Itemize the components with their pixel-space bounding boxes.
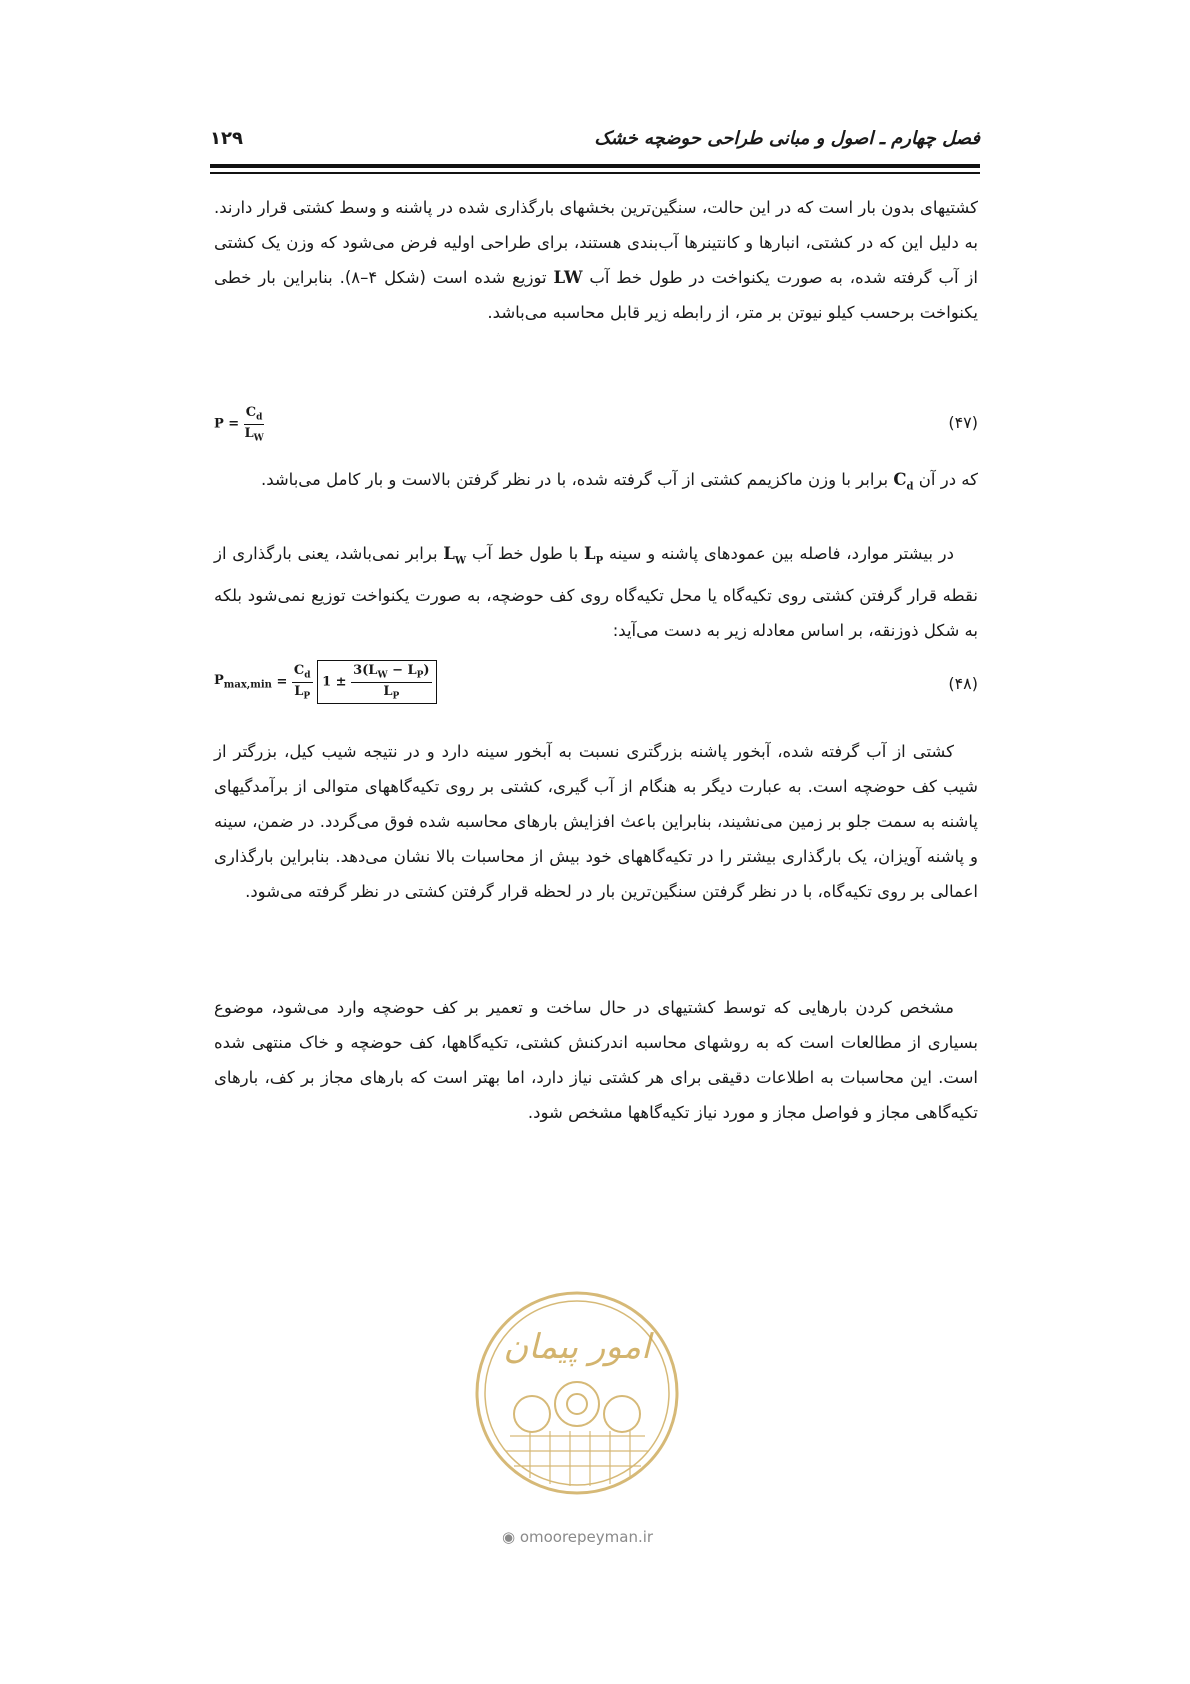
lw-sub: W (454, 555, 467, 567)
equation-48-number: (۴۸) (948, 674, 978, 693)
eq48-frac2-num-sub2: P (416, 670, 424, 681)
paragraph-2-part-2: برابر با وزن ماکزیمم کشتی از آب گرفته شده، با در نظر گرفتن بالاست و بار کامل می‌باشد. (260, 470, 889, 489)
paragraph-1-part-2: توزیع شده است (شکل ۴–۸). بنابراین بار خطی یکنواخت برحسب کیلو نیوتن بر متر، از رابطه زیر قابل محاسبه می‌باشد. (214, 268, 978, 322)
lp-symbol (583, 544, 604, 567)
header-rule-thin (210, 172, 980, 174)
watermark-logo (470, 1286, 685, 1501)
globe-icon: ◉ (501, 1528, 516, 1546)
paragraph-3-part-3: برابر نمی‌باشد، یعنی بارگذاری از نقطه قرار گرفتن کشتی روی تکیه‌گاه یا محل تکیه‌گاه روی کف حوضچه، به صورت یکنواخت توزیع نمی‌شود بلکه به شکل ذوزنقه، بر اساس معادله زیر به دست می‌آید: (214, 544, 978, 641)
paragraph-1 (214, 190, 978, 330)
eq47-denominator-sub: W (253, 433, 264, 444)
eq48-frac1-den-main: L (294, 683, 304, 699)
eq48-frac2-den-main: L (383, 683, 393, 699)
eq47-numerator-main: C (245, 405, 257, 420)
cd-main: C (893, 470, 907, 489)
eq47-numerator (244, 405, 265, 425)
paragraph-2 (214, 462, 978, 504)
eq48-frac2-num-sub1: W (377, 670, 388, 681)
lp-main: L (583, 544, 596, 563)
lw-symbol-2 (443, 544, 467, 567)
eq47-numerator-sub: d (256, 412, 263, 423)
page-number: ۱۲۹ (210, 128, 243, 149)
chapter-title: فصل چهارم ـ اصول و مبانی طراحی حوضچه خشک (594, 128, 980, 149)
equation-47 (214, 405, 978, 455)
eq48-fraction-1 (292, 663, 313, 701)
eq48-frac1-denominator (292, 683, 313, 702)
eq48-lhs (214, 673, 272, 691)
watermark-website-text: omoorepeyman.ir (519, 1528, 654, 1546)
equation-48 (214, 660, 978, 722)
equation-47-number: (۴۷) (948, 413, 978, 432)
eq48-frac2-num-b: − L (387, 663, 417, 678)
eq48-frac2-den-sub: P (392, 691, 400, 702)
eq47-denominator (244, 425, 265, 444)
paragraph-1-part-1: کشتیهای بدون بار است که در این حالت، سنگین‌ترین بخشهای بارگذاری شده در پاشنه و وسط کشتی قرار دارند. به دلیل این که در کشتی، انبارها و کانتینرها آب‌بندی هستند، برای طراحی اولیه فرض می‌شود که وزن یک کشتی از آب گرفته شده، به صورت یکنواخت در طول خط آب (214, 198, 978, 287)
lw-main: L (443, 544, 455, 563)
header-rule-thick (210, 164, 980, 168)
eq48-frac1-den-sub: P (303, 691, 311, 702)
eq47-lhs: P = (214, 416, 240, 432)
paragraph-5: مشخص کردن بارهایی که توسط کشتیهای در حال ساخت و تعمیر بر کف حوضچه وارد می‌شود، موضوع بسیاری از مطالعات است که به روشهای محاسبه اندرکنش کشتی، تکیه‌گاهها، کف حوضچه و خاک منتهی شده است. این محاسبات به اطلاعات دقیقی برای هر کشتی نیاز دارد، اما بهتر است که بارهای مجاز بر کف، بارهای تکیه‌گاهی مجاز و فواصل مجاز و مورد نیاز تکیه‌گاهها مشخص شود. (214, 998, 978, 1122)
eq48-fraction-2 (351, 663, 431, 701)
equation-48-formula (214, 660, 437, 704)
eq48-lhs-sub: max,min (223, 679, 272, 691)
watermark-website (470, 1528, 685, 1546)
eq47-fraction (244, 405, 265, 443)
equation-47-formula (214, 405, 264, 443)
eq48-frac2-numerator (351, 663, 431, 683)
eq48-frac2-num-c: ) (423, 663, 430, 678)
eq48-frac1-numerator (292, 663, 313, 683)
eq48-one-pm: 1 ± (322, 674, 347, 690)
eq48-frac1-num-main: C (293, 663, 305, 678)
watermark-logo-text: امور پیمان (503, 1327, 651, 1367)
paragraph-2-part-1: که در آن (918, 470, 978, 489)
paragraph-3 (214, 536, 978, 648)
page-header (210, 128, 980, 160)
paragraph-3-part-1: در بیشتر موارد، فاصله بین عمودهای پاشنه و سینه (608, 544, 954, 563)
lw-symbol: LW (553, 268, 583, 287)
cd-symbol (893, 470, 914, 493)
eq48-bracket (317, 660, 436, 704)
eq48-frac2-denominator (351, 683, 431, 702)
eq48-frac1-num-sub: d (304, 670, 311, 681)
eq47-denominator-main: L (244, 425, 254, 441)
cd-sub: d (906, 481, 914, 493)
eq48-lhs-main: P (214, 673, 224, 689)
paragraph-3-part-2: با طول خط آب (471, 544, 579, 563)
lp-sub: P (595, 555, 604, 567)
eq48-frac2-num-a: 3(L (353, 663, 378, 678)
eq48-equals: = (276, 674, 288, 690)
paragraph-4: کشتی از آب گرفته شده، آبخور پاشنه بزرگتری نسبت به آبخور سینه دارد و در نتیجه شیب کیل، بزرگتر از شیب کف حوضچه است. به عبارت دیگر به هنگام از آب گیری، کشتی بر روی تکیه‌گاههای متوالی از برآمدگیهای پاشنه به سمت جلو بر زمین می‌نشیند، بنابراین باعث افزایش بارهای محاسبه شده فوق می‌گردد. در ضمن، سینه و پاشنه آویزان، یک بارگذاری بیشتر را در تکیه‌گاههای خود بیش از محاسبات بالا نشان می‌دهد. بنابراین بارگذاری اعمالی بر روی تکیه‌گاه، با در نظر گرفتن سنگین‌ترین بار در لحظه قرار گرفتن کشتی در نظر گرفته می‌شود. (214, 742, 978, 901)
